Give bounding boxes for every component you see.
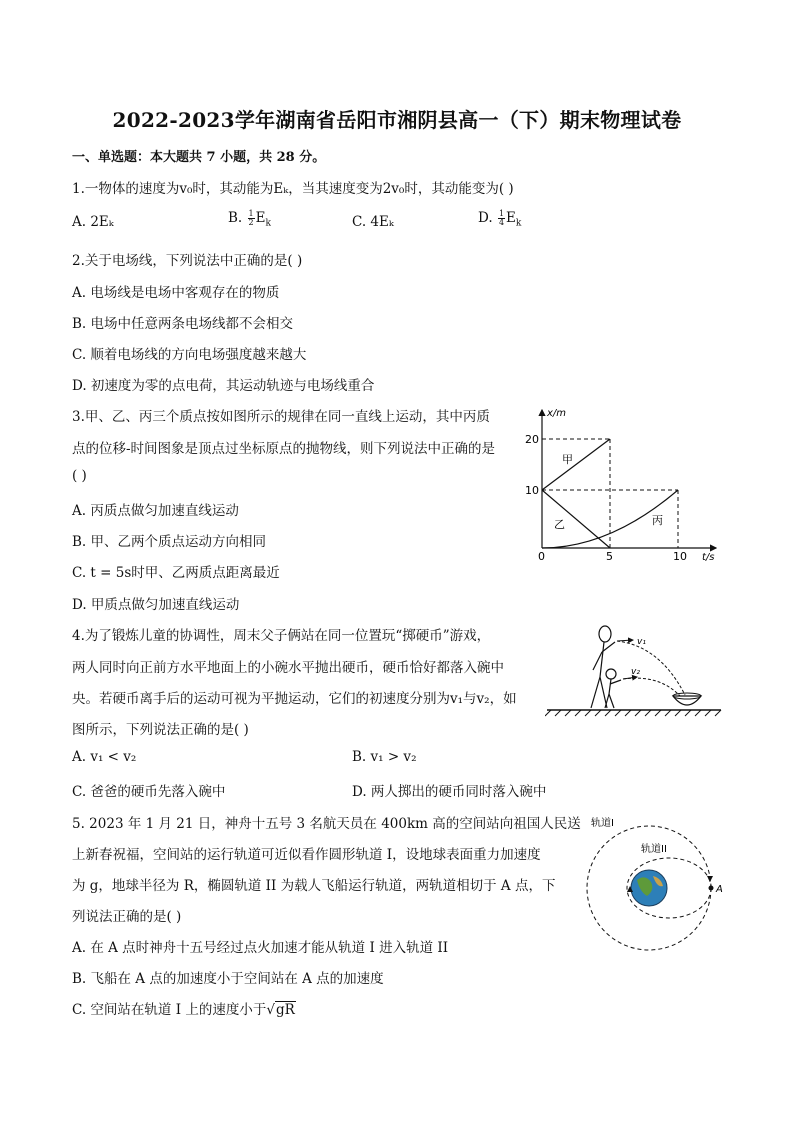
fraction: $\frac{1}{2}$ <box>248 209 254 227</box>
q3-option-b: B. 甲、乙两个质点运动方向相同 <box>72 534 267 550</box>
label-orbit-1: 轨道I <box>591 818 614 829</box>
q1-option-c: C. 4Eₖ <box>352 214 394 230</box>
line-jia <box>542 439 610 490</box>
question-3-stem: 3.甲、乙、丙三个质点按如图所示的规律在同一直线上运动，其中丙质 <box>72 409 490 425</box>
x-tick-0: 0 <box>538 550 545 562</box>
child-figure <box>605 669 621 708</box>
section-heading: 一、单选题：本大题共 7 小题，共 28 分。 <box>72 150 326 165</box>
question-4-stem: 两人同时向正前方水平地面上的小碗水平抛出硬币，硬币恰好都落入碗中 <box>72 660 504 676</box>
q2-option-d: D. 初速度为零的点电荷，其运动轨迹与电场线重合 <box>72 378 375 394</box>
label-orbit-2: 轨道II <box>641 844 667 855</box>
q5-option-b: B. 飞船在 A 点的加速度小于空间站在 A 点的加速度 <box>72 971 384 987</box>
question-4-stem: 图所示，下列说法正确的是( ) <box>72 722 249 738</box>
question-4-stem: 4.为了锻炼儿童的协调性，周末父子俩站在同一位置玩“掷硬币”游戏， <box>72 628 491 644</box>
label-yi: 乙 <box>554 518 565 531</box>
x-axis-label: t/s <box>702 552 715 562</box>
label-jia: 甲 <box>562 453 573 466</box>
question-3-stem: ( ) <box>72 468 87 484</box>
bowl <box>673 696 701 705</box>
y-tick-10: 10 <box>525 484 539 497</box>
position-time-graph <box>520 402 720 562</box>
q1-option-a: A. 2Eₖ <box>72 214 114 230</box>
label-a: A <box>716 884 723 895</box>
question-1-stem: 1.一物体的速度为v₀时，其动能为Eₖ，当其速度变为2v₀时，其动能变为( ) <box>72 181 514 197</box>
question-5-stem: 为 g，地球半径为 R，椭圆轨道 II 为载人飞船运行轨道，两轨道相切于 A 点，下 <box>72 878 556 894</box>
q2-option-c: C. 顺着电场线的方向电场强度越来越大 <box>72 347 307 363</box>
label-v1: v₁ <box>637 637 646 647</box>
coin-toss-figure <box>545 622 725 717</box>
q3-option-a: A. 丙质点做匀加速直线运动 <box>72 503 239 519</box>
q4-option-a: A. v₁ < v₂ <box>72 749 137 765</box>
q3-option-d: D. 甲质点做匀加速直线运动 <box>72 597 240 613</box>
q3-option-c: C. t = 5s时甲、乙两质点距离最近 <box>72 565 280 581</box>
question-5-stem: 上新春祝福，空间站的运行轨道可近似看作圆形轨道 I，设地球表面重力加速度 <box>72 847 541 863</box>
question-2-stem: 2.关于电场线，下列说法中正确的是( ) <box>72 253 303 269</box>
label-v2: v₂ <box>631 667 640 677</box>
page-title: 2022-2023学年湖南省岳阳市湘阴县高一（下）期末物理试卷 <box>112 108 682 132</box>
q2-option-b: B. 电场中任意两条电场线都不会相交 <box>72 316 294 332</box>
q4-option-b: B. v₁ > v₂ <box>352 749 417 765</box>
fraction: $\frac{1}{4}$ <box>498 209 505 227</box>
orbit-diagram <box>585 812 735 952</box>
q4-option-c: C. 爸爸的硬币先落入碗中 <box>72 784 226 800</box>
y-tick-20: 20 <box>525 433 539 446</box>
q1-option-d: D. $\frac{1}{4}$ $E_k$ <box>478 209 522 229</box>
sqrt-gr: gR <box>275 1002 295 1018</box>
father-figure <box>591 626 615 708</box>
x-tick-5: 5 <box>606 550 613 562</box>
label-bing: 丙 <box>652 514 663 527</box>
line-yi <box>542 490 610 548</box>
question-4-stem: 央。若硬币离手后的运动可视为平抛运动，它们的初速度分别为v₁与v₂，如 <box>72 691 517 707</box>
q5-option-c: C. 空间站在轨道 I 上的速度小于√gR <box>72 1002 295 1018</box>
question-5-stem: 5. 2023 年 1 月 21 日，神舟十五号 3 名航天员在 400km 高的空间站向祖国人民送 <box>72 816 581 832</box>
q5-option-a: A. 在 A 点时神舟十五号经过点火加速才能从轨道 I 进入轨道 II <box>72 940 449 956</box>
q4-option-d: D. 两人掷出的硬币同时落入碗中 <box>352 784 547 800</box>
question-5-stem: 列说法正确的是( ) <box>72 909 182 925</box>
x-tick-10: 10 <box>673 550 687 562</box>
y-axis-label: x/m <box>547 408 567 419</box>
q2-option-a: A. 电场线是电场中客观存在的物质 <box>72 285 280 301</box>
question-3-stem: 点的位移-时间图象是顶点过坐标原点的抛物线，则下列说法中正确的是 <box>72 441 496 457</box>
q1-option-b: B. $\frac{1}{2}$ $E_k$ <box>228 209 271 229</box>
point-a <box>709 886 714 891</box>
